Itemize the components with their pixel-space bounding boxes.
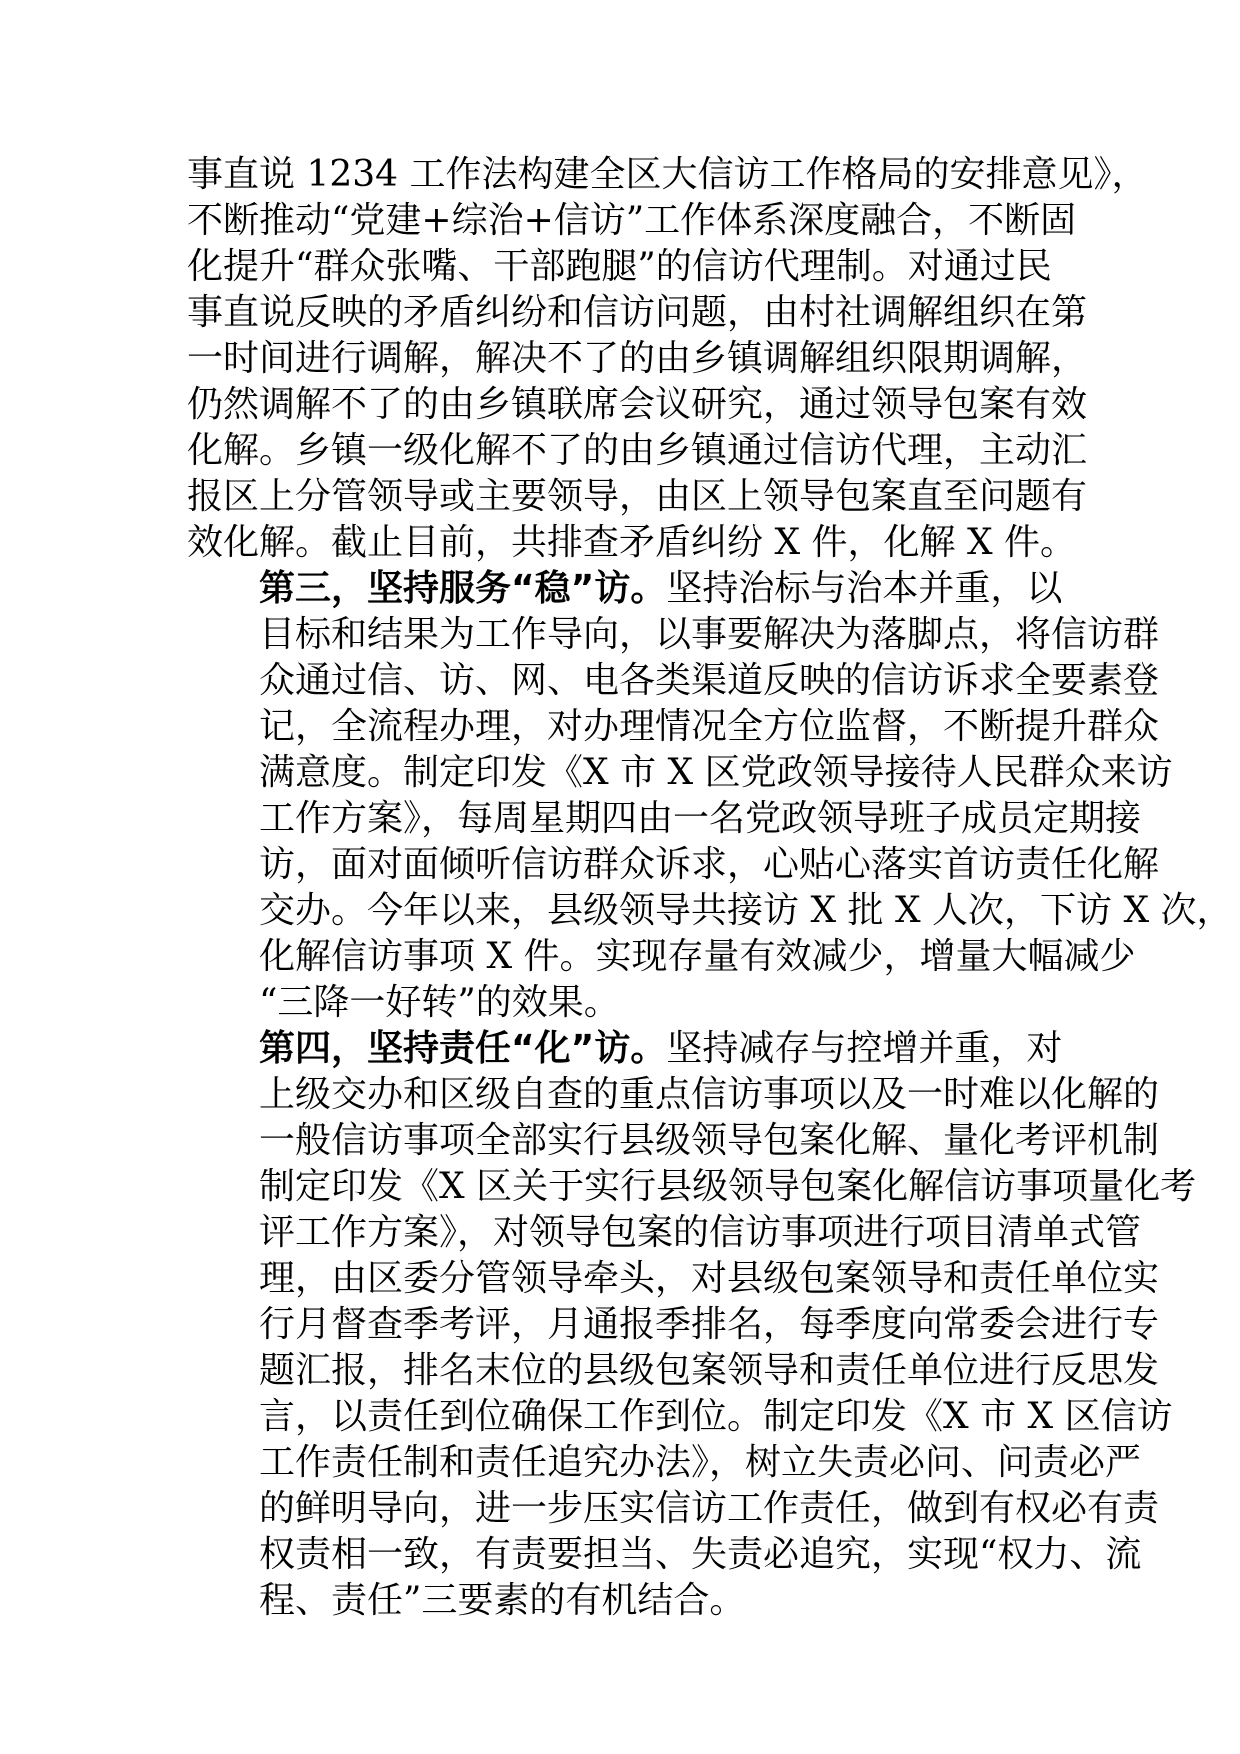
text-line: 效化解。截止目前，共排查矛盾纠纷 X 件，化解 X 件。 (187, 522, 1077, 563)
text-line: 化解信访事项 X 件。实现存量有效减少，增量大幅减少 (259, 936, 1136, 977)
text-line: 交办。今年以来，县级领导共接访 X 批 X 人次，下访 X 次， (259, 890, 1233, 931)
text-line: 记，全流程办理，对办理情况全方位监督，不断提升群众 (259, 706, 1160, 747)
section-heading-fourth: 第四，坚持责任“化”访。 (259, 1028, 667, 1069)
paragraph-2 (187, 566, 1233, 1026)
text-line: 事直说反映的矛盾纠纷和信访问题，由村社调解组织在第 (187, 292, 1088, 333)
text-line: 众通过信、访、网、电各类渠道反映的信访诉求全要素登 (259, 660, 1160, 701)
text-line: 评工作方案》，对领导包案的信访事项进行项目清单式管 (259, 1212, 1142, 1253)
text-line: 目标和结果为工作导向，以事要解决为落脚点，将信访群 (259, 614, 1160, 655)
text-line: 工作责任制和责任追究办法》，树立失责必问、问责必严 (259, 1442, 1142, 1483)
text-line: 访，面对面倾听信访群众诉求，心贴心落实首访责任化解 (259, 844, 1160, 885)
text-line: 理，由区委分管领导牵头，对县级包案领导和责任单位实 (259, 1258, 1160, 1299)
document-page (187, 152, 1233, 1624)
paragraph-3 (187, 1026, 1197, 1624)
text-line: 满意度。制定印发《X 市 X 区党政领导接待人民群众来访 (259, 752, 1173, 793)
text-line: 一般信访事项全部实行县级领导包案化解、量化考评机制 (259, 1120, 1160, 1161)
text-line-rest: 坚持治标与治本并重，以 (666, 568, 1063, 609)
text-line: 制定印发《X 区关于实行县级领导包案化解信访事项量化考 (259, 1166, 1197, 1207)
text-line-rest: 坚持减存与控增并重，对 (666, 1028, 1063, 1069)
text-line: 化提升“群众张嘴、干部跑腿”的信访代理制。对通过民 (187, 246, 1052, 287)
text-line: 的鲜明导向，进一步压实信访工作责任，做到有权必有责 (259, 1488, 1160, 1529)
text-line: 不断推动“党建+综治+信访”工作体系深度融合，不断固 (187, 200, 1077, 241)
text-line: 报区上分管领导或主要领导，由区上领导包案直至问题有 (187, 476, 1088, 517)
text-line-first (187, 566, 1062, 612)
text-line: 化解。乡镇一级化解不了的由乡镇通过信访代理，主动汇 (187, 430, 1088, 471)
text-line: 权责相一致，有责要担当、失责必追究，实现“权力、流 (259, 1534, 1142, 1575)
text-line: 题汇报，排名末位的县级包案领导和责任单位进行反思发 (259, 1350, 1160, 1391)
text-line: 事直说 1234 工作法构建全区大信访工作格局的安排意见》， (187, 154, 1148, 195)
text-line-first (187, 1026, 1062, 1072)
text-line: 工作方案》，每周星期四由一名党政领导班子成员定期接 (259, 798, 1142, 839)
text-line: 仍然调解不了的由乡镇联席会议研究，通过领导包案有效 (187, 384, 1088, 425)
text-line: 言，以责任到位确保工作到位。制定印发《X 市 X 区信访 (259, 1396, 1173, 1437)
text-line: 行月督查季考评，月通报季排名，每季度向常委会进行专 (259, 1304, 1160, 1345)
paragraph-1 (187, 152, 1148, 566)
text-line: 程、责任”三要素的有机结合。 (259, 1580, 746, 1621)
text-line: 上级交办和区级自查的重点信访事项以及一时难以化解的 (259, 1074, 1160, 1115)
text-line: “三降一好转”的效果。 (259, 982, 620, 1023)
section-heading-third: 第三，坚持服务“稳”访。 (259, 568, 667, 609)
text-line: 一时间进行调解，解决不了的由乡镇调解组织限期调解， (187, 338, 1088, 379)
